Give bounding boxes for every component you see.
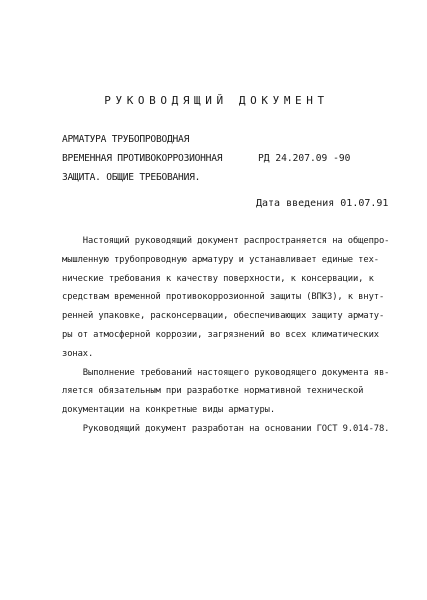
- body-line: Выполнение требований настоящего руководящего документа яв-: [62, 367, 390, 378]
- document-type-heading: РУКОВОДЯЩИЙ ДОКУМЕНТ: [104, 94, 329, 107]
- title-line-3: ЗАЩИТА. ОБЩИЕ ТРЕБОВАНИЯ.: [62, 172, 201, 183]
- title-line-2: ВРЕМЕННАЯ ПРОТИВОКОРРОЗИОННАЯ: [62, 153, 223, 164]
- body-line: нические требования к качеству поверхности, к консервации, к: [62, 273, 374, 284]
- introduction-date: Дата введения 01.07.91: [256, 198, 389, 209]
- body-line: Настоящий руководящий документ распространяется на общепро-: [62, 236, 390, 246]
- body-line: средствам временной противокоррозионной защиты (ВПКЗ), к внут-: [62, 292, 385, 303]
- body-line: ляется обязательным при разработке нормативной технической: [62, 386, 364, 397]
- body-line: зонах.: [62, 348, 94, 359]
- body-line: мышленную трубопроводную арматуру и устанавливает единые тех-: [62, 254, 379, 265]
- document-code: РД 24.207.09 -90: [258, 153, 351, 164]
- body-line: ренней упаковке, расконсервации, обеспечивающих защиту армату-: [62, 311, 385, 322]
- title-line-1: АРМАТУРА ТРУБОПРОВОДНАЯ: [62, 134, 190, 145]
- body-line: документации на конкретные виды арматуры.: [62, 405, 276, 416]
- body-line: Руководящий документ разработан на основании ГОСТ 9.014-78.: [62, 423, 390, 434]
- document-body: [62, 232, 392, 439]
- document-title: [62, 130, 222, 187]
- body-line: ры от атмосферной коррозии, загрязнений во всех климатических: [62, 329, 379, 340]
